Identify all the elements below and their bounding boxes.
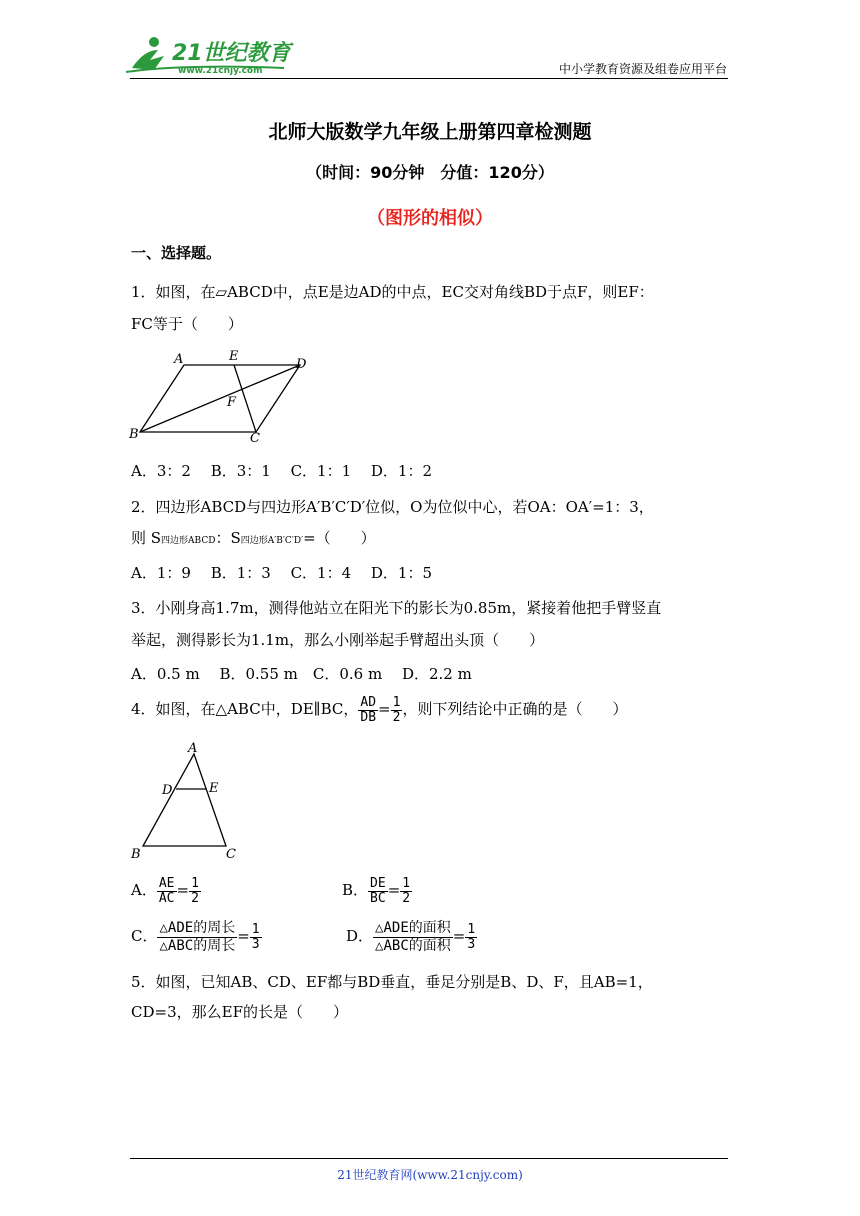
q1-parallelogram-figure — [128, 348, 318, 448]
svg-text:E: E — [229, 349, 239, 364]
q3-line1: 3．小刚身高1.7m，测得他站立在阳光下的影长为0.85m，紧接着他把手臂竖直 — [131, 599, 662, 617]
q5-line2: CD=3，那么EF的长是（ ） — [131, 1003, 348, 1021]
svg-text:B: B — [131, 847, 141, 862]
q1-line2: FC等于（ ） — [131, 315, 243, 333]
svg-text:C: C — [226, 847, 236, 862]
svg-text:C: C — [250, 431, 260, 446]
q4-option-d: D． $\frac{\text{△ADE的面积}}{\text{△ABC的面积}}$ = $\frac{1}{3}$ — [346, 919, 476, 954]
q5-line1: 5．如图，已知AB、CD、EF都与BD垂直，垂足分别是B、D、F，且AB=1， — [131, 973, 653, 991]
q4-triangle-figure — [128, 740, 248, 864]
q2-options: A．1：9 B．1：3 C．1：4 D．1：5 — [131, 564, 433, 582]
q4-option-b: B． $\frac{DE}{BC}$ = $\frac{1}{2}$ — [342, 875, 411, 906]
svg-text:A: A — [188, 741, 198, 756]
svg-text:F: F — [227, 395, 237, 410]
footer-text: 21世纪教育网(www.21cnjy.com) — [337, 1168, 523, 1182]
svg-text:A: A — [174, 352, 184, 367]
svg-text:D: D — [296, 357, 307, 372]
section-heading: 一、选择题。 — [131, 244, 222, 262]
page-subtitle: （时间：90分钟 分值：120分） — [306, 163, 554, 182]
footer-divider — [130, 1158, 728, 1159]
svg-text:www.21cnjy.com: www.21cnjy.com — [178, 66, 263, 76]
header-divider — [130, 78, 728, 79]
q3-line2: 举起，测得影长为1.1m，那么小刚举起手臂超出头顶（ ） — [131, 631, 545, 649]
page-title: 北师大版数学九年级上册第四章检测题 — [268, 121, 592, 143]
header-right-text: 中小学教育资源及组卷应用平台 — [558, 62, 727, 76]
q1-line1: 1．如图，在▱ABCD中，点E是边AD的中点，EC交对角线BD于点F，则EF： — [131, 283, 654, 301]
topic-title: （图形的相似） — [367, 208, 493, 229]
svg-text:E: E — [209, 781, 219, 796]
q4-option-c: C． $\frac{\text{△ADE的周长}}{\text{△ABC的周长}}$ = $\frac{1}{3}$ — [131, 919, 260, 954]
q3-options: A．0.5 m B．0.55 m C．0.6 m D．2.2 m — [131, 665, 472, 683]
q2-line2: 则 S四边形ABCD：S四边形A′B′C′D′=（ ） — [131, 529, 376, 547]
q2-line1: 2．四边形ABCD与四边形A′B′C′D′位似，O为位似中心，若OA：OA′=1：3， — [131, 498, 654, 516]
svg-text:B: B — [129, 427, 139, 442]
q4-option-a: A． $\frac{AE}{AC}$ = $\frac{1}{2}$ — [131, 875, 199, 906]
logo — [124, 28, 294, 78]
svg-text:D: D — [162, 783, 173, 798]
svg-text:21世纪教育: 21世纪教育 — [172, 41, 291, 66]
q1-options: A．3：2 B．3：1 C．1：1 D．1：2 — [131, 462, 433, 480]
q4-stem: 4．如图，在△ABC中，DE∥BC， $\frac{AD}{DB}$ = $\frac{1}{2}$ ，则下列结论中正确的是（ ） — [131, 694, 628, 725]
